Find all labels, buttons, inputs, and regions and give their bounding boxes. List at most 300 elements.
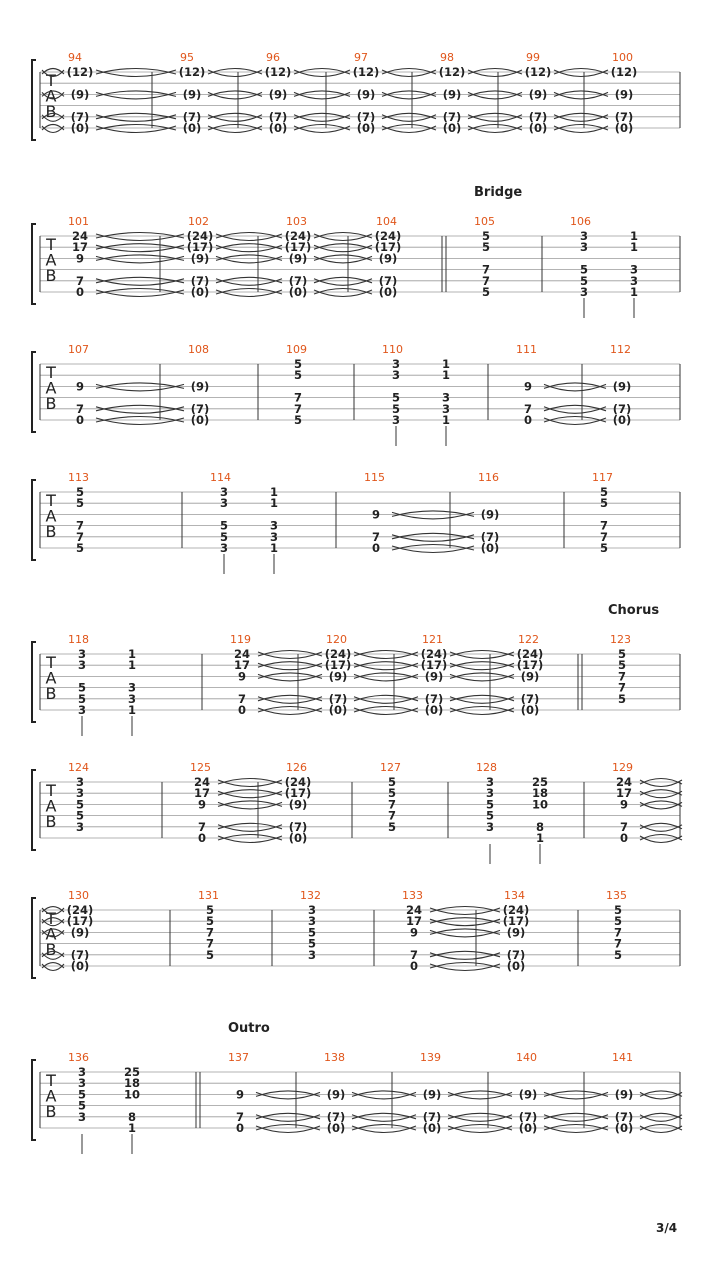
fret-number: 3 [307,914,317,929]
tab-clef-letter: T [46,1071,56,1090]
fret-number: (12) [524,65,552,79]
fret-number: 3 [441,390,451,405]
fret-number: 5 [75,496,85,511]
measure-number: 111 [516,343,537,356]
fret-number: 3 [219,496,229,511]
fret-number: (12) [66,65,94,79]
fret-number: 5 [579,273,589,288]
fret-number: (17) [66,914,94,929]
tab-clef-letter: B [45,394,57,413]
fret-number: 1 [127,647,137,661]
fret-number: (24) [324,647,352,661]
fret-number: 3 [629,273,639,288]
fret-number: (9) [326,1087,346,1102]
fret-number: 0 [75,285,85,299]
fret-number: (9) [190,251,210,266]
fret-number: 0 [235,1121,245,1135]
fret-number: 9 [75,251,85,266]
fret-number: (0) [520,703,540,717]
fret-number: 3 [77,1076,87,1091]
fret-number: 0 [237,703,247,717]
fret-number: 5 [293,413,303,427]
section-label: Chorus [608,603,660,618]
fret-number: 0 [619,831,629,845]
fret-number: 7 [613,936,623,951]
fret-number: 1 [535,831,545,845]
page-number: 3/4 [656,1221,678,1235]
fret-number: 1 [629,229,639,243]
fret-number: (0) [614,121,634,135]
fret-number: 7 [599,518,609,533]
measure-number: 141 [612,1051,633,1064]
fret-number: 5 [599,541,609,555]
fret-number: (0) [288,831,308,845]
fret-number: (7) [288,273,308,288]
fret-number: (0) [442,121,462,135]
fret-number: 5 [75,485,85,499]
measure-number: 124 [68,761,89,774]
fret-number: 3 [579,285,589,299]
fret-number: (7) [268,109,288,124]
fret-number: (9) [422,1087,442,1102]
fret-number: (9) [518,1087,538,1102]
fret-number: (24) [284,775,312,789]
measure-number: 96 [266,51,280,64]
measure-number: 120 [326,633,347,646]
measure-number: 140 [516,1051,537,1064]
system-brace [32,642,36,722]
fret-number: (9) [612,379,632,394]
fret-number: 3 [485,775,495,789]
fret-number: 5 [77,1098,87,1113]
fret-number: 5 [485,797,495,812]
fret-number: 5 [293,357,303,371]
system-brace [32,224,36,304]
fret-number: 9 [197,797,207,812]
fret-number: 7 [371,529,381,544]
tab-system [32,51,680,140]
fret-number: 7 [617,669,627,684]
fret-number: (9) [614,87,634,102]
fret-number: 5 [481,229,491,243]
fret-number: (9) [328,669,348,684]
measure-number: 136 [68,1051,89,1064]
tab-clef-letter: A [45,506,57,526]
fret-number: 3 [629,262,639,277]
fret-number: 9 [235,1087,245,1102]
tab-clef-letter: B [45,940,57,959]
fret-number: 3 [77,703,87,717]
fret-number: 1 [629,240,639,255]
fret-number: 5 [617,691,627,706]
fret-number: (0) [528,121,548,135]
system-brace [32,770,36,850]
fret-number: (12) [264,65,292,79]
fret-number: (7) [70,109,90,124]
fret-number: 25 [531,775,549,789]
measure-number: 139 [420,1051,441,1064]
fret-number: 17 [405,914,423,929]
tab-clef-letter: B [45,1102,57,1121]
system-brace [32,352,36,432]
measure-number: 113 [68,471,89,484]
fret-number: 10 [123,1087,141,1102]
measure-number: 108 [188,343,209,356]
fret-number: 17 [615,786,633,801]
tab-clef-letter: A [45,796,57,816]
fret-number: 7 [197,819,207,834]
measure-number: 117 [592,471,613,484]
tab-system [32,603,680,736]
fret-number: 1 [269,496,279,511]
fret-number: (0) [480,541,500,555]
fret-number: (17) [516,658,544,673]
fret-number: (12) [178,65,206,79]
fret-number: (17) [374,240,402,255]
fret-number: 3 [77,658,87,673]
measure-number: 118 [68,633,89,646]
fret-number: (9) [182,87,202,102]
fret-number: 3 [307,947,317,962]
measure-number: 99 [526,51,540,64]
fret-number: 17 [193,786,211,801]
system-brace [32,480,36,560]
fret-number: (0) [328,703,348,717]
fret-number: (17) [284,240,312,255]
fret-number: (0) [190,285,210,299]
fret-number: 3 [127,691,137,706]
tab-system [32,761,682,864]
fret-number: (9) [288,251,308,266]
fret-number: 3 [75,775,85,789]
fret-number: 17 [71,240,89,255]
fret-number: 5 [579,262,589,277]
tab-system [32,185,680,318]
fret-number: 5 [219,518,229,533]
fret-number: (9) [506,925,526,940]
measure-number: 97 [354,51,368,64]
fret-number: 8 [127,1109,137,1124]
fret-number: (9) [70,925,90,940]
section-label: Outro [228,1021,270,1036]
measure-number: 107 [68,343,89,356]
fret-number: 18 [123,1076,141,1091]
system-brace [32,60,36,140]
fret-number: 3 [77,1109,87,1124]
fret-number: 25 [123,1065,141,1079]
fret-number: 5 [75,797,85,812]
fret-number: 5 [75,808,85,823]
measure-number: 131 [198,889,219,902]
fret-number: 3 [77,1065,87,1079]
fret-number: (7) [480,529,500,544]
fret-number: 24 [193,775,211,789]
fret-number: 3 [269,518,279,533]
fret-number: 5 [481,285,491,299]
tab-clef-letter: A [45,924,57,944]
fret-number: 5 [599,496,609,511]
tab-clef-letter: T [46,909,56,928]
tab-clef-letter: T [46,235,56,254]
fret-number: 3 [75,819,85,834]
measure-number: 102 [188,215,209,228]
fret-number: (17) [502,914,530,929]
fret-number: (0) [356,121,376,135]
fret-number: 5 [617,658,627,673]
measure-number: 126 [286,761,307,774]
tab-clef-letter: A [45,86,57,106]
measure-number: 104 [376,215,397,228]
fret-number: 9 [409,925,419,940]
fret-number: 7 [75,273,85,288]
fret-number: 5 [77,691,87,706]
fret-number: 7 [387,797,397,812]
fret-number: (7) [190,273,210,288]
fret-number: 10 [531,797,549,812]
fret-number: (7) [424,691,444,706]
fret-number: 7 [293,390,303,405]
fret-number: 9 [371,507,381,522]
fret-number: (7) [378,273,398,288]
fret-number: (7) [326,1109,346,1124]
fret-number: 1 [269,485,279,499]
fret-number: (0) [326,1121,346,1135]
system-brace [32,1060,36,1140]
tab-clef-letter: A [45,1086,57,1106]
fret-number: (24) [284,229,312,243]
tab-clef-letter: B [45,684,57,703]
measure-number: 112 [610,343,631,356]
fret-number: 3 [77,647,87,661]
fret-number: 5 [481,240,491,255]
fret-number: (9) [520,669,540,684]
fret-number: (9) [614,1087,634,1102]
fret-number: 0 [409,959,419,973]
measure-number: 125 [190,761,211,774]
measure-number: 109 [286,343,307,356]
fret-number: (7) [506,947,526,962]
measure-number: 128 [476,761,497,774]
section-label: Bridge [474,185,523,200]
fret-number: (7) [614,109,634,124]
fret-number: (17) [186,240,214,255]
fret-number: 7 [599,529,609,544]
fret-number: 3 [391,413,401,427]
measure-number: 115 [364,471,385,484]
fret-number: (24) [66,903,94,917]
tab-clef-letter: B [45,522,57,541]
fret-number: 24 [71,229,89,243]
fret-number: 5 [391,390,401,405]
fret-number: 7 [205,925,215,940]
fret-number: 5 [77,1087,87,1102]
fret-number: 7 [237,691,247,706]
fret-number: 3 [307,903,317,917]
tab-clef-letter: T [46,71,56,90]
measure-number: 134 [504,889,525,902]
fret-number: 7 [75,529,85,544]
measure-number: 106 [570,215,591,228]
fret-number: (24) [374,229,402,243]
fret-number: (0) [378,285,398,299]
fret-number: 0 [197,831,207,845]
tab-system [32,343,680,446]
measure-number: 103 [286,215,307,228]
tab-clef-letter: T [46,653,56,672]
fret-number: (0) [190,413,210,427]
fret-number: (24) [516,647,544,661]
fret-number: 7 [293,401,303,416]
fret-number: (7) [70,947,90,962]
fret-number: (0) [70,121,90,135]
fret-number: 5 [387,775,397,789]
fret-number: 7 [481,273,491,288]
tab-system [32,1021,682,1154]
fret-number: 9 [619,797,629,812]
fret-number: (12) [610,65,638,79]
fret-number: 1 [127,1121,137,1135]
tab-system [32,889,680,978]
measure-number: 130 [68,889,89,902]
fret-number: 5 [613,903,623,917]
measure-number: 98 [440,51,454,64]
fret-number: 3 [485,819,495,834]
fret-number: (9) [528,87,548,102]
fret-number: 7 [205,936,215,951]
measure-number: 94 [68,51,82,64]
measure-number: 133 [402,889,423,902]
fret-number: 5 [613,947,623,962]
measure-number: 121 [422,633,443,646]
fret-number: 1 [127,658,137,673]
tab-clef-letter: B [45,812,57,831]
fret-number: 1 [441,413,451,427]
fret-number: (24) [420,647,448,661]
fret-number: (0) [612,413,632,427]
fret-number: 7 [409,947,419,962]
fret-number: 3 [391,368,401,383]
fret-number: 5 [387,819,397,834]
measure-number: 119 [230,633,251,646]
fret-number: (0) [424,703,444,717]
measure-number: 129 [612,761,633,774]
fret-number: 7 [75,518,85,533]
fret-number: (9) [268,87,288,102]
fret-number: (0) [70,959,90,973]
fret-number: 5 [485,808,495,823]
measure-number: 138 [324,1051,345,1064]
fret-number: 3 [127,680,137,695]
fret-number: 7 [481,262,491,277]
fret-number: (7) [288,819,308,834]
fret-number: (17) [420,658,448,673]
fret-number: (17) [324,658,352,673]
measure-number: 101 [68,215,89,228]
fret-number: 3 [441,401,451,416]
fret-number: 5 [205,947,215,962]
fret-number: (24) [186,229,214,243]
fret-number: 1 [441,368,451,383]
fret-number: (9) [288,797,308,812]
fret-number: (9) [190,379,210,394]
fret-number: 5 [617,647,627,661]
fret-number: 7 [619,819,629,834]
fret-number: (7) [518,1109,538,1124]
fret-number: (24) [502,903,530,917]
fret-number: 24 [233,647,251,661]
measure-number: 110 [382,343,403,356]
fret-number: (7) [528,109,548,124]
fret-number: 9 [523,379,533,394]
fret-number: 7 [617,680,627,695]
measure-number: 100 [612,51,633,64]
fret-number: 3 [269,529,279,544]
fret-number: (9) [378,251,398,266]
fret-number: 5 [205,914,215,929]
fret-number: 5 [613,914,623,929]
fret-number: 5 [307,925,317,940]
tab-clef-letter: T [46,781,56,800]
fret-number: 7 [75,401,85,416]
fret-number: 5 [75,541,85,555]
fret-number: (9) [356,87,376,102]
fret-number: 5 [387,786,397,801]
tab-clef-letter: B [45,102,57,121]
tab-system [32,471,680,574]
fret-number: (0) [182,121,202,135]
fret-number: (17) [284,786,312,801]
fret-number: 1 [127,703,137,717]
fret-number: (0) [268,121,288,135]
tab-clef-letter: B [45,266,57,285]
fret-number: 1 [629,285,639,299]
fret-number: (7) [422,1109,442,1124]
fret-number: 7 [523,401,533,416]
fret-number: (9) [424,669,444,684]
fret-number: 5 [391,401,401,416]
fret-number: (0) [288,285,308,299]
fret-number: (7) [328,691,348,706]
measure-number: 132 [300,889,321,902]
fret-number: (12) [352,65,380,79]
system-brace [32,898,36,978]
fret-number: 5 [77,680,87,695]
fret-number: (7) [614,1109,634,1124]
fret-number: 24 [615,775,633,789]
tab-clef-letter: A [45,668,57,688]
fret-number: (0) [422,1121,442,1135]
fret-number: (7) [612,401,632,416]
measure-number: 127 [380,761,401,774]
fret-number: 0 [371,541,381,555]
fret-number: (0) [506,959,526,973]
fret-number: 5 [205,903,215,917]
tab-clef-letter: A [45,378,57,398]
tab-clef-letter: T [46,491,56,510]
fret-number: 24 [405,903,423,917]
fret-number: 0 [523,413,533,427]
measure-number: 135 [606,889,627,902]
measure-number: 137 [228,1051,249,1064]
fret-number: 3 [219,485,229,499]
fret-number: 5 [219,529,229,544]
fret-number: 3 [579,240,589,255]
fret-number: (12) [438,65,466,79]
fret-number: 18 [531,786,549,801]
fret-number: 5 [293,368,303,383]
fret-number: (0) [614,1121,634,1135]
fret-number: 1 [441,357,451,371]
